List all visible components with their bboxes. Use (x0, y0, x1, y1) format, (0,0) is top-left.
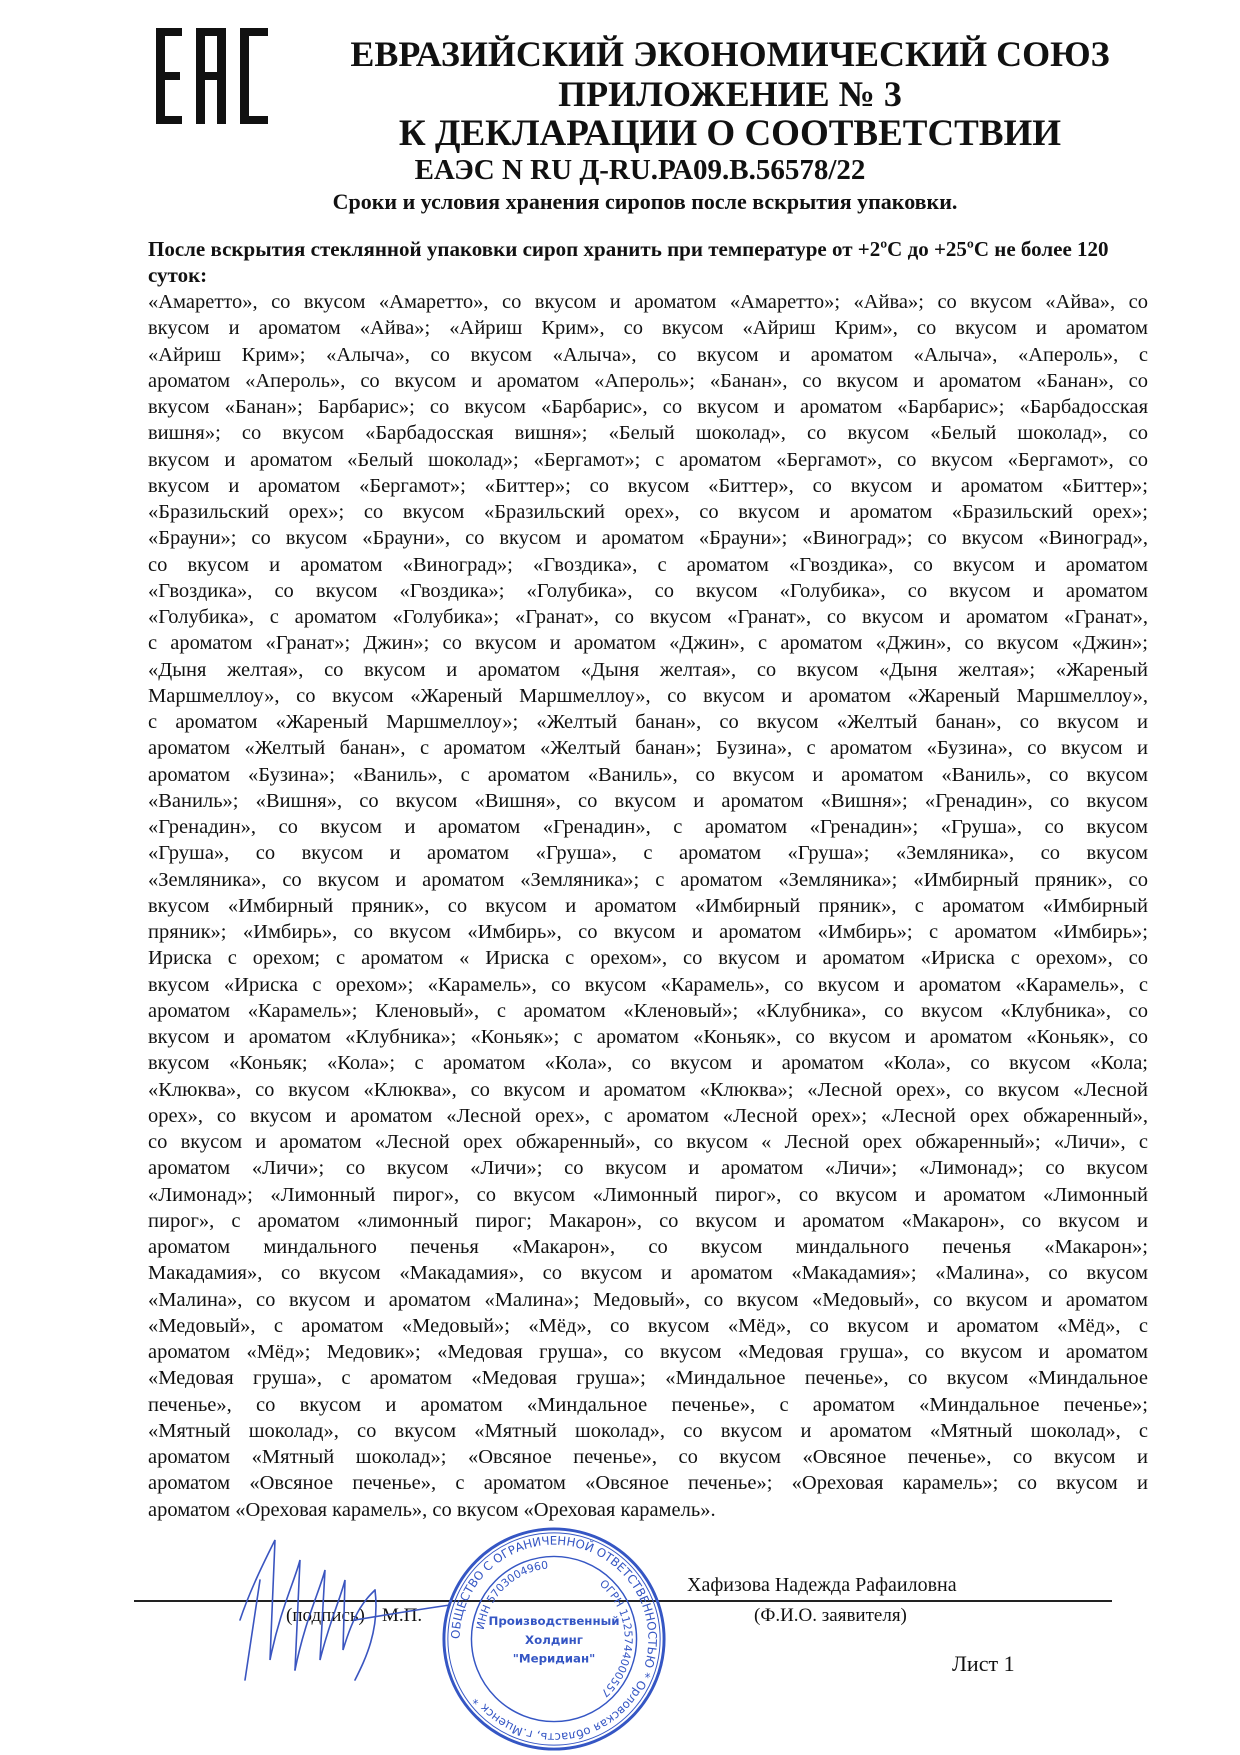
syrup-list-line: вкусом и ароматом «Клубника»; «Коньяк»; с ароматом «Коньяк», со вкусом и ароматом «Коньяк», со (148, 1026, 1148, 1048)
syrup-list-body (148, 289, 1148, 1523)
syrup-list-line: вишня»; со вкусом «Барбадосская вишня»; «Белый шоколад», со вкусом «Белый шоколад», со (148, 422, 1148, 445)
syrup-list-line: «Лимонад»; «Лимонный пирог», со вкусом «Лимонный пирог», со вкусом и ароматом «Лимонный (148, 1183, 1148, 1206)
syrup-list-line: вкусом «Коньяк; «Кола»; с ароматом «Кола», со вкусом и ароматом «Кола», со вкусом «Кола; (148, 1052, 1148, 1075)
syrup-list-line: вкусом «Ириска с орехом»; «Карамель», со вкусом «Карамель», со вкусом и ароматом «Карамель», с (148, 973, 1148, 996)
syrup-list-line: Макадамия», со вкусом «Макадамия», со вкусом и ароматом «Макадамия»; «Малина», со вкусом (148, 1262, 1148, 1285)
applicant-caption: (Ф.И.О. заявителя) (754, 1605, 907, 1626)
syrup-list-line: пряник»; «Имбирь», со вкусом «Имбирь», со вкусом и ароматом «Имбирь»; с ароматом «Имбирь»; (148, 921, 1148, 943)
syrup-list-line: ароматом «Мёд»; Медовик»; «Медовая груша», со вкусом «Медовая груша», со вкусом и ароматом (148, 1341, 1148, 1363)
syrup-list-line: пирог», с ароматом «лимонный пирог; Макарон», со вкусом и ароматом «Макарон», со вкусом и (148, 1209, 1148, 1232)
syrup-list-line: «Клюква», со вкусом «Клюква», со вкусом и ароматом «Клюква»; «Лесной орех», со вкусом «Лесной (148, 1078, 1148, 1101)
syrup-list-line: орех», со вкусом и ароматом «Лесной орех», с ароматом «Лесной орех»; «Лесной орех обжаренный», (148, 1104, 1148, 1127)
syrup-list-line: «Мятный шоколад», со вкусом «Мятный шоколад», со вкусом и ароматом «Мятный шоколад», с (148, 1419, 1148, 1442)
syrup-list-line: «Айриш Крим»; «Алыча», со вкусом «Алыча», со вкусом и ароматом «Алыча», «Апероль», с (148, 343, 1148, 366)
declaration-number: ЕАЭС N RU Д-RU.РА09.В.56578/22 (414, 154, 866, 186)
syrup-list-line: ароматом «Личи»; со вкусом «Личи»; со вкусом и ароматом «Личи»; «Лимонад»; со вкусом (148, 1157, 1148, 1180)
syrup-list-line: Ириска с орехом; с ароматом « Ириска с орехом», со вкусом и ароматом «Ириска с орехом», со (148, 947, 1148, 970)
syrup-list-line: «Ваниль»; «Вишня», со вкусом «Вишня», со вкусом и ароматом «Вишня»; «Гренадин», со вкусом (148, 789, 1148, 812)
syrup-list-line: «Гвоздика», со вкусом «Гвоздика»; «Голубика», со вкусом «Голубика», со вкусом и ароматом (148, 579, 1148, 602)
syrup-list-line: «Брауни»; со вкусом «Брауни», со вкусом и ароматом «Брауни»; «Виноград»; со вкусом «Виноград», (148, 527, 1148, 550)
syrup-list-line: ароматом «Бузина»; «Ваниль», с ароматом «Ваниль», со вкусом и ароматом «Ваниль», со вкусом (148, 763, 1148, 786)
syrup-list-line: печенье», со вкусом и ароматом «Миндальное печенье», с ароматом «Миндальное печенье»; (148, 1393, 1148, 1416)
syrup-list-line: «Медовый», с ароматом «Медовый»; «Мёд», со вкусом «Мёд», со вкусом и ароматом «Мёд», с (148, 1314, 1148, 1337)
syrup-list-line: со вкусом и ароматом «Виноград»; «Гвоздика», с ароматом «Гвоздика», со вкусом и ароматом (148, 553, 1148, 576)
seal-center-line2: Холдинг (525, 1632, 583, 1647)
seal-ogrn: ОГРН 1125744000557 (597, 1577, 635, 1700)
syrup-list-line: вкусом и ароматом «Белый шоколад»; «Бергамот»; с ароматом «Бергамот», со вкусом «Бергамот», со (148, 448, 1148, 471)
syrup-list-line: вкусом и ароматом «Айва»; «Айриш Крим», со вкусом «Айриш Крим», со вкусом и ароматом (148, 317, 1148, 340)
syrup-list-line: «Голубика», с ароматом «Голубика»; «Гранат», со вкусом «Гранат», со вкусом и ароматом «Гранат», (148, 606, 1148, 628)
handwritten-signature (225, 1520, 455, 1690)
syrup-list-line: «Бразильский орех»; со вкусом «Бразильский орех», со вкусом и ароматом «Бразильский орех»; (148, 501, 1148, 523)
syrup-list-line: Маршмеллоу», со вкусом «Жареный Маршмеллоу», со вкусом и ароматом «Жареный Маршмеллоу», (148, 684, 1148, 707)
syrup-list-line: с ароматом «Гранат»; Джин»; со вкусом и ароматом «Джин», с ароматом «Джин», со вкусом «Джин»; (148, 632, 1148, 655)
declaration-title: К ДЕКЛАРАЦИИ О СООТВЕТСТВИИ (398, 113, 1062, 154)
syrup-list-line: «Малина», со вкусом и ароматом «Малина»; Медовый», со вкусом «Медовый», со вкусом и ароматом (148, 1288, 1148, 1311)
syrup-list-line: ароматом «Овсяное печенье», с ароматом «Овсяное печенье»; «Ореховая карамель»; со вкусом и (148, 1472, 1148, 1495)
syrup-list-line: ароматом «Желтый банан», с ароматом «Желтый банан»; Бузина», с ароматом «Бузина», со вкусом и (148, 737, 1148, 760)
syrup-list-line: ароматом «Карамель»; Кленовый», с ароматом «Кленовый»; «Клубника», со вкусом «Клубника», со (148, 999, 1148, 1022)
syrup-list-line: ароматом «Ореховая карамель», со вкусом «Ореховая карамель». (148, 1498, 716, 1521)
syrup-list-line: ароматом «Мятный шоколад»; «Овсяное печенье», со вкусом «Овсяное печенье», со вкусом и (148, 1446, 1148, 1468)
seal-center-line3: "Меридиан" (512, 1651, 596, 1666)
syrup-list-line: «Медовая груша», с ароматом «Медовая груша»; «Миндальное печенье», со вкусом «Миндальное (148, 1367, 1148, 1390)
syrup-list-line: ароматом миндального печенья «Макарон», со вкусом миндального печенья «Макарон»; (148, 1236, 1148, 1258)
syrup-list-line: вкусом и ароматом «Бергамот»; «Биттер»; со вкусом «Биттер», со вкусом и ароматом «Биттер»; (148, 474, 1148, 497)
storage-conditions-intro: После вскрытия стеклянной упаковки сироп хранить при температуре от +2ºС до +25ºС не более 120 суток: (148, 237, 1109, 287)
company-seal (440, 1525, 668, 1753)
eac-logo (156, 28, 268, 124)
syrup-list-line: со вкусом и ароматом «Лесной орех обжаренный», со вкусом « Лесной орех обжаренный»; «Личи», с (148, 1131, 1148, 1153)
sheet-number: Лист 1 (952, 1651, 1015, 1676)
document-subtitle: Сроки и условия хранения сиропов после вскрытия упаковки. (332, 189, 958, 214)
seal-ring-text: ОБЩЕСТВО С ОГРАНИЧЕННОЙ ОТВЕТСТВЕННОСТЬЮ * Орловская область, г.Мценск * (448, 1533, 660, 1745)
syrup-list-line: ароматом «Апероль», со вкусом и ароматом «Апероль»; «Банан», со вкусом и ароматом «Банан», со (148, 369, 1148, 392)
seal-caption: М.П. (382, 1605, 423, 1626)
syrup-list-line: вкусом «Имбирный пряник», со вкусом и ароматом «Имбирный пряник», с ароматом «Имбирный (148, 894, 1148, 917)
syrup-list-line: «Дыня желтая», со вкусом и ароматом «Дыня желтая», со вкусом «Дыня желтая»; «Жареный (148, 658, 1148, 681)
syrup-list-line: «Амаретто», со вкусом «Амаретто», со вкусом и ароматом «Амаретто»; «Айва»; со вкусом «Айва», со (148, 291, 1148, 313)
seal-inn: ИНН 5703004960 (473, 1558, 549, 1631)
syrup-list-line: «Земляника», со вкусом и ароматом «Земляника»; с ароматом «Земляника»; «Имбирный пряник», со (148, 868, 1148, 891)
signature-caption: (подпись) (286, 1605, 365, 1626)
seal-center-line1: Производственный (488, 1614, 620, 1629)
appendix-title: ПРИЛОЖЕНИЕ № 3 (558, 74, 902, 114)
syrup-list-line: с ароматом «Жареный Маршмеллоу»; «Желтый банан», со вкусом «Желтый банан», со вкусом и (148, 711, 1148, 733)
applicant-name: Хафизова Надежда Рафаиловна (687, 1574, 957, 1596)
syrup-list-line: «Гренадин», со вкусом и ароматом «Гренадин», с ароматом «Гренадин»; «Груша», со вкусом (148, 816, 1148, 838)
union-title: ЕВРАЗИЙСКИЙ ЭКОНОМИЧЕСКИЙ СОЮЗ (350, 34, 1110, 74)
syrup-list-line: «Груша», со вкусом и ароматом «Груша», с ароматом «Груша»; «Земляника», со вкусом (148, 842, 1148, 865)
syrup-list-line: вкусом «Банан»; Барбарис»; со вкусом «Барбарис», со вкусом и ароматом «Барбарис»; «Барбадосская (148, 396, 1148, 418)
